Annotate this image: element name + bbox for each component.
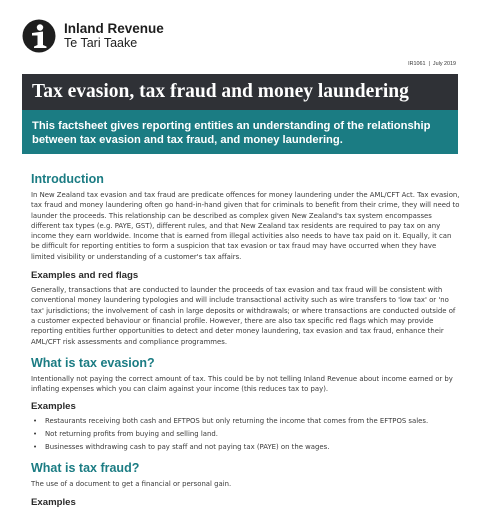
tax-evasion-examples-heading: Examples: [31, 401, 76, 413]
title-banner: [22, 74, 458, 110]
tax-evasion-paragraph: Intentionally not paying the correct amount of tax. This could be by not telling Inland Revenue about income earned or by inflating expenses which you can claim against your income (this reduces tax to pay).: [31, 374, 453, 394]
introduction-paragraph: In New Zealand tax evasion and tax fraud are predicate offences for money laundering under the AML/CFT Act. Tax evasion, tax fraud and money laundering often go hand-in-hand given that for criminals to benefit from their crime, they will need to launder the proceeds. This relationship can be described as complex given New Zealand's tax system encompasses different tax types (e.g. PAYE, GST), different rules, and that New Zealand tax residents are required to pay tax on any income they earn worldwide. Income that is earned from illegal activities also needs to have tax paid on it. Equally, it can be difficult for reporting entities to form a suspicion that tax evasion or tax fraud may have occurred when they have limited visibility or understanding of a customer's tax affairs.: [31, 191, 460, 261]
bullet-icon: •: [33, 417, 38, 426]
list-item: [31, 441, 461, 454]
inland-revenue-logo: [22, 19, 164, 53]
brand-maori-name: Te Tari Taake: [64, 35, 138, 50]
lead-banner: [22, 110, 458, 154]
bullet-icon: •: [33, 443, 38, 452]
document-body: [31, 170, 461, 509]
tax-fraud-examples-heading: Examples: [31, 496, 76, 508]
list-item-text: Businesses withdrawing cash to pay staff and not paying tax (PAYE) on the wages.: [45, 443, 330, 452]
bullet-icon: •: [33, 430, 38, 439]
page-title: Tax evasion, tax fraud and money laundering: [32, 81, 409, 102]
list-item-text: Not returning profits from buying and selling land.: [45, 430, 218, 439]
reference-separator: |: [428, 61, 430, 67]
introduction-heading: Introduction: [31, 172, 104, 186]
tax-evasion-examples-list: [31, 415, 461, 454]
inland-revenue-emblem-icon: [22, 19, 56, 53]
tax-fraud-heading: What is tax fraud?: [31, 461, 140, 476]
list-item-text: Restaurants receiving both cash and EFTPOS but only returning the income that comes from the EFTPOS sales.: [45, 417, 429, 426]
examples-red-flags-paragraph: Generally, transactions that are conducted to launder the proceeds of tax evasion and tax fraud will be consistent with conventional money laundering typologies and will include transactional activity such as wire transfers to 'low tax' or 'no tax' jurisdictions; the involvement of cash in large deposits or withdrawals; or where transactions are conducted outside of a customer expected behaviour or financial profile. However, there are also tax specific red flags which may provide reporting entities further opportunities to detect and deter money laundering, tax evasion and tax fraud, enhance their AML/CFT risk assessments and compliance programmes.: [31, 286, 456, 346]
lead-text: This factsheet gives reporting entities an understanding of the relationship between tax evasion and tax fraud, and money laundering.: [32, 120, 431, 146]
list-item: [31, 428, 461, 441]
tax-evasion-heading: What is tax evasion?: [31, 355, 155, 370]
examples-red-flags-heading: Examples and red flags: [31, 270, 139, 282]
tax-fraud-paragraph: The use of a document to get a financial or personal gain.: [31, 480, 232, 489]
brand-name: Inland Revenue: [64, 21, 164, 37]
document-date: July 2019: [432, 61, 456, 67]
document-code: IR1061: [408, 61, 426, 67]
document-reference: [408, 61, 456, 67]
list-item: [31, 415, 461, 428]
